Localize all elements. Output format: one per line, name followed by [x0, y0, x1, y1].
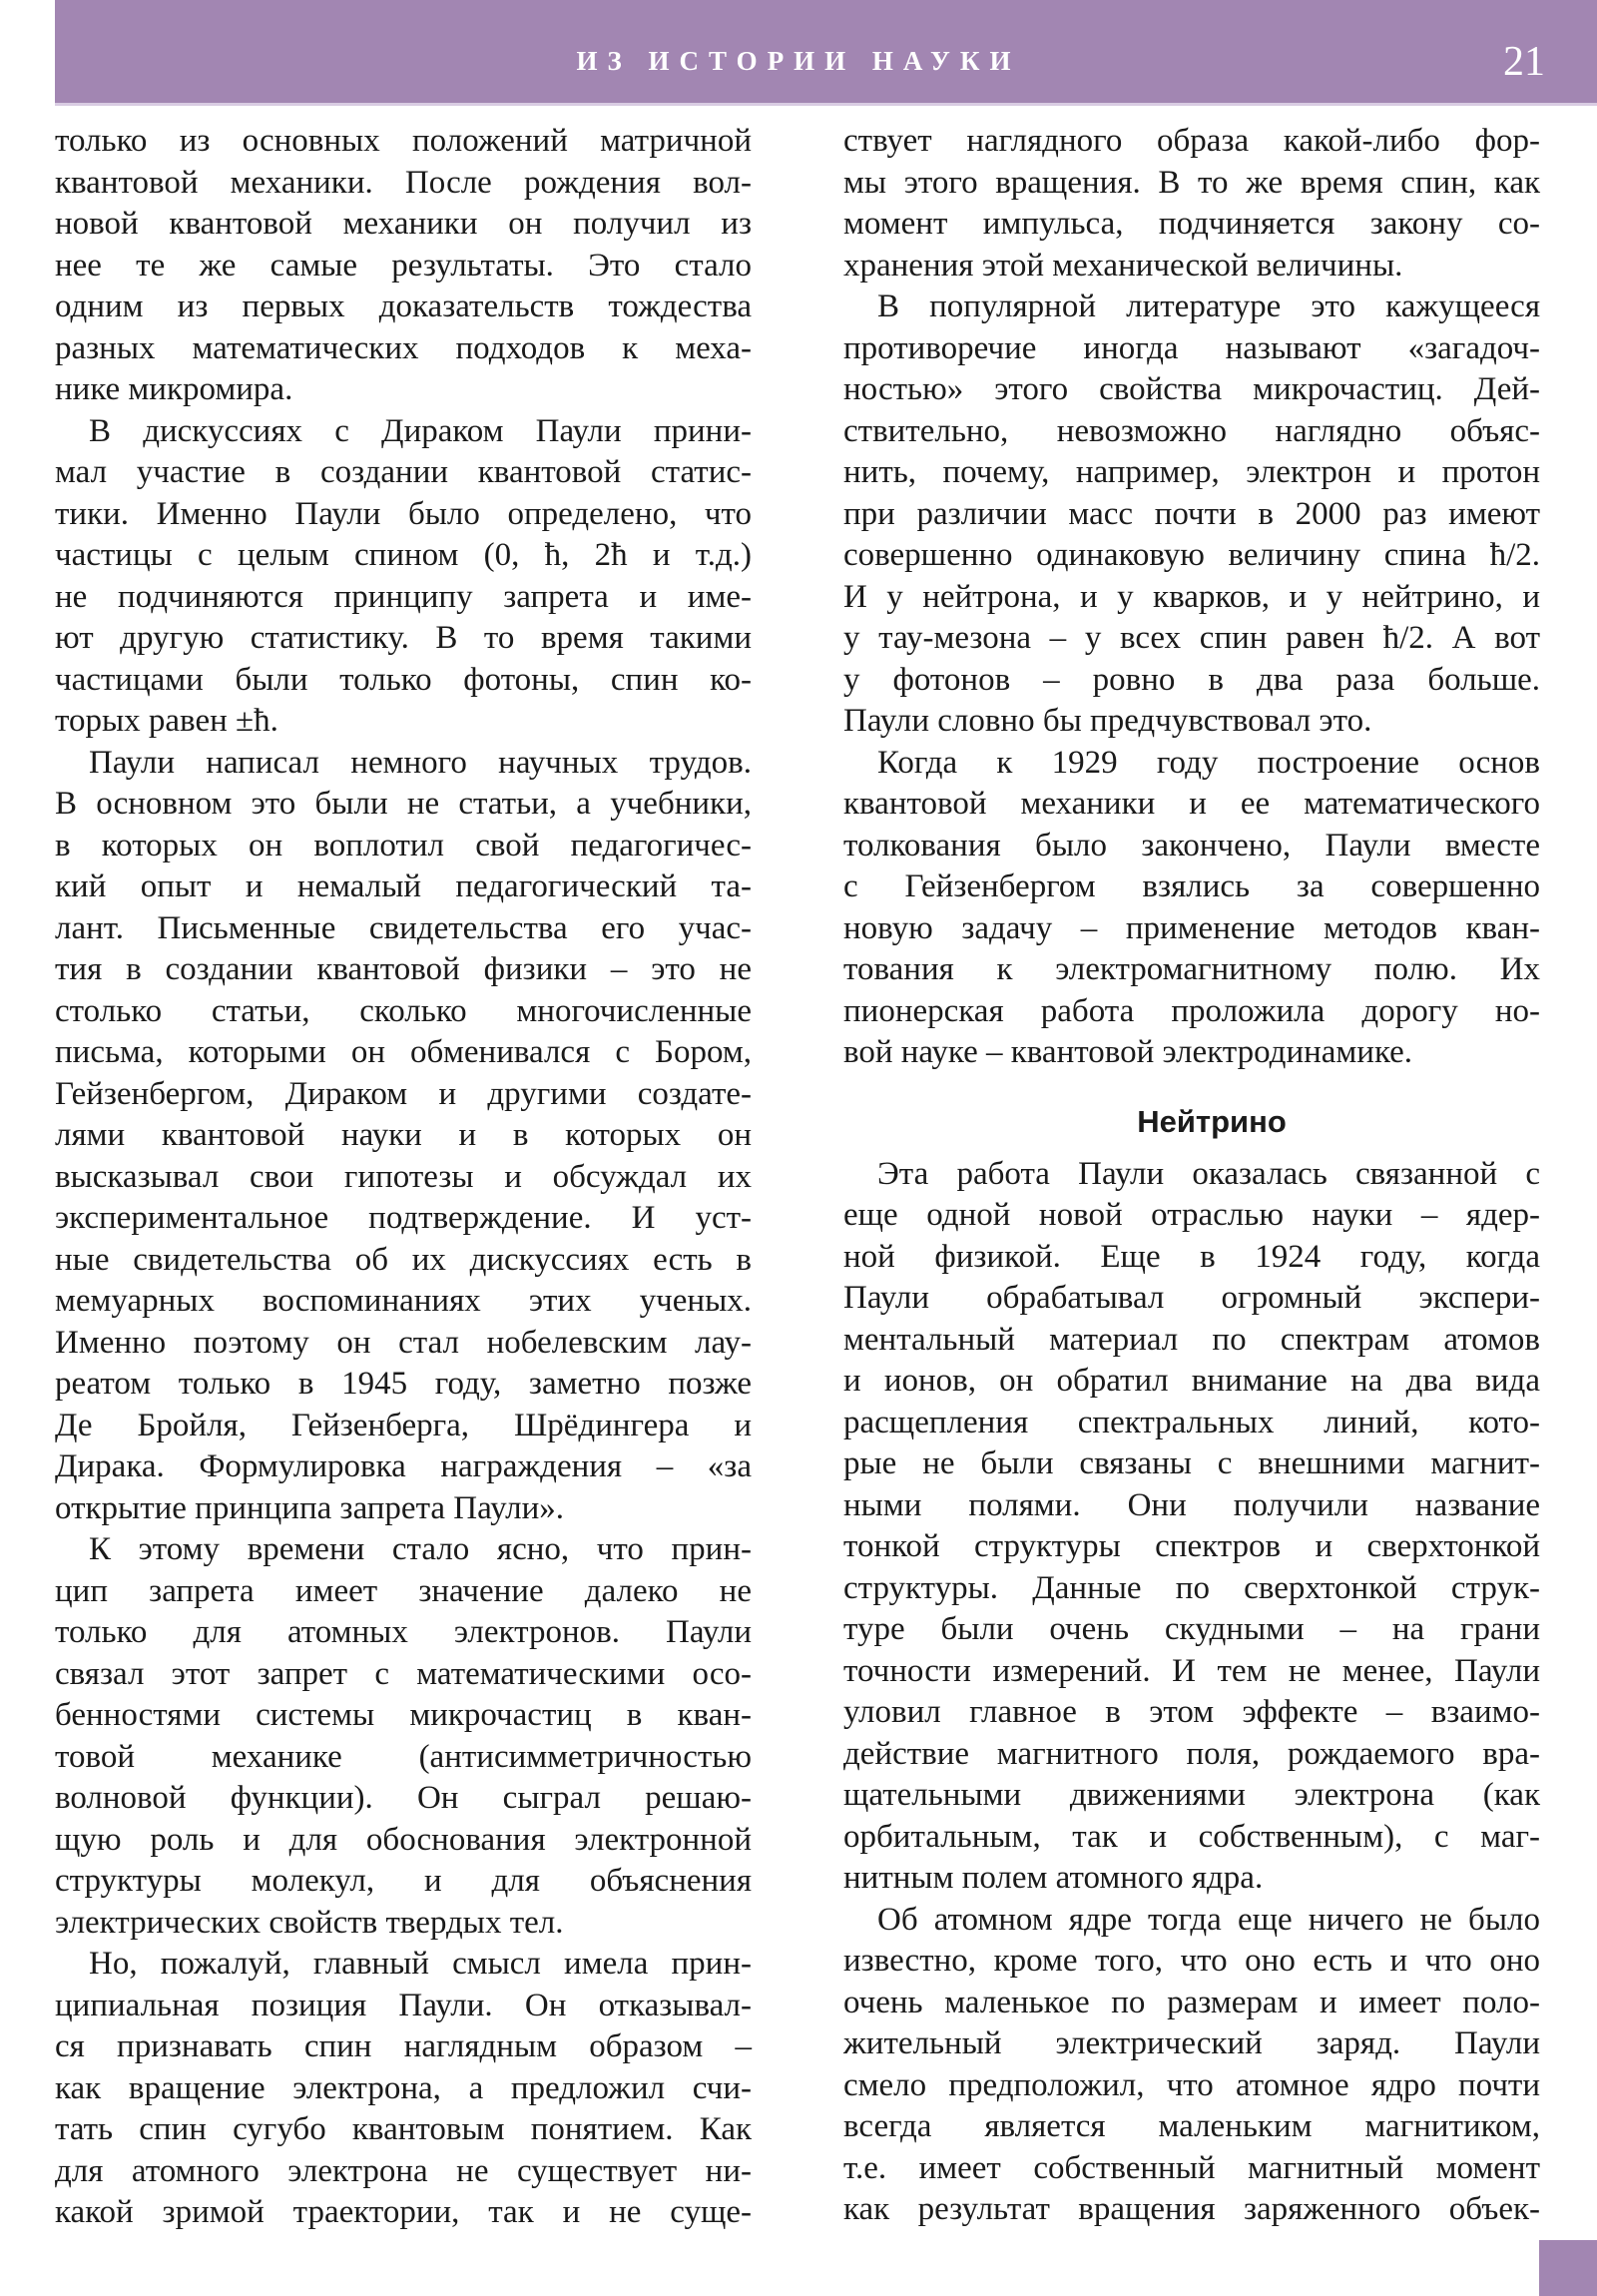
- text-line: нитным полем атомного ядра.: [843, 1860, 1264, 1896]
- text-line: Де Бройля, Гейзенберга, Шрёдингера и: [55, 1407, 752, 1443]
- paragraph: [55, 1944, 752, 2234]
- paragraph: [55, 411, 752, 743]
- text-line: совершенно одинаковую величину спина ħ/2.: [843, 537, 1540, 573]
- corner-marker: [1539, 2240, 1597, 2296]
- text-line: тия в создании квантовой физики – это не: [55, 951, 752, 987]
- text-line: только для атомных электронов. Паули: [55, 1614, 752, 1650]
- text-line: рые не были связаны с внешними магнит-: [843, 1445, 1540, 1481]
- text-line: Паули обрабатывал огромный экспери-: [843, 1280, 1540, 1316]
- paragraph: [843, 287, 1540, 743]
- text-line: мал участие в создании квантовой статис-: [55, 454, 752, 490]
- text-line: тования к электромагнитному полю. Их: [843, 951, 1540, 987]
- text-line: очень маленькое по размерам и имеет поло-: [843, 1984, 1540, 2020]
- text-line: В популярной литературе это кажущееся: [877, 288, 1540, 324]
- text-line: частицы с целым спином (0, ħ, 2ħ и т.д.): [55, 537, 752, 573]
- text-line: цип запрета имеет значение далеко не: [55, 1572, 752, 1609]
- paragraph: [843, 1900, 1540, 2231]
- text-line: в которых он воплотил свой педагогичес-: [55, 827, 752, 863]
- text-line: всегда является маленьким магнитиком,: [843, 2108, 1540, 2144]
- text-line: не подчиняются принципу запрета и име-: [55, 578, 752, 615]
- section-title: ИЗ ИСТОРИИ НАУКИ: [576, 46, 1021, 76]
- text-line: Гейзенбергом, Дираком и другими создате-: [55, 1075, 752, 1112]
- text-line: толкования было закончено, Паули вместе: [843, 827, 1540, 863]
- text-line: экспериментальное подтверждение. И уст-: [55, 1200, 752, 1236]
- text-line: щательными движениями электрона (как: [843, 1777, 1540, 1813]
- text-line: письма, которыми он обменивался с Бором,: [55, 1034, 752, 1070]
- text-line: Эта работа Паули оказалась связанной с: [877, 1155, 1540, 1192]
- text-line: лант. Письменные свидетельства его учас-: [55, 909, 752, 946]
- paragraph: [843, 121, 1540, 287]
- text-line: ют другую статистику. В то время такими: [55, 620, 752, 656]
- text-line: товой механике (антисимметричностью: [55, 1738, 752, 1775]
- text-line: торых равен ±ħ.: [55, 703, 278, 739]
- text-line: для атомного электрона не существует ни-: [55, 2152, 752, 2189]
- text-line: тики. Именно Паули было определено, что: [55, 495, 752, 532]
- paragraph: [843, 1154, 1540, 1900]
- text-line: с Гейзенбергом взялись за совершенно: [843, 868, 1540, 904]
- text-line: ностью» этого свойства микрочастиц. Дей-: [843, 371, 1540, 407]
- text-line: кий опыт и немалый педагогический та-: [55, 868, 752, 904]
- text-line: и ионов, он обратил внимание на два вида: [843, 1363, 1540, 1399]
- text-line: мы этого вращения. В то же время спин, как: [843, 164, 1540, 201]
- text-line: Паули написал немного научных трудов.: [89, 744, 752, 781]
- text-line: волновой функции). Он сыграл решаю-: [55, 1780, 752, 1816]
- text-line: реатом только в 1945 году, заметно позже: [55, 1366, 752, 1402]
- text-line: нее те же самые результаты. Это стало: [55, 247, 752, 284]
- paragraph: [55, 1529, 752, 1944]
- text-line: ципиальная позиция Паули. Он отказывал-: [55, 1987, 752, 2023]
- text-line: действие магнитного поля, рождаемого вра-: [843, 1735, 1540, 1772]
- text-line: смело предположил, что атомное ядро почти: [843, 2066, 1540, 2103]
- text-line: ные свидетельства об их дискуссиях есть в: [55, 1241, 752, 1278]
- text-line: тать спин сугубо квантовым понятием. Как: [55, 2111, 752, 2147]
- text-line: новую задачу – применение методов кван-: [843, 909, 1540, 946]
- paragraph: [55, 121, 752, 411]
- text-line: Но, пожалуй, главный смысл имела прин-: [89, 1946, 752, 1982]
- text-line: электрических свойств твердых тел.: [55, 1904, 564, 1941]
- text-line: противоречие иногда называют «загадоч-: [843, 329, 1540, 366]
- text-line: высказывал свои гипотезы и обсуждал их: [55, 1158, 752, 1195]
- text-line: при различии масс почти в 2000 раз имеют: [843, 495, 1540, 532]
- page-number: 21: [1503, 39, 1545, 85]
- text-line: жительный электрический заряд. Паули: [843, 2025, 1540, 2061]
- text-line: ной физикой. Еще в 1924 году, когда: [843, 1238, 1540, 1275]
- text-line: как результат вращения заряженного объек-: [843, 2191, 1540, 2227]
- text-line: структуры молекул, и для объяснения: [55, 1863, 752, 1899]
- text-line: В дискуссиях с Дираком Паули прини-: [89, 412, 752, 449]
- text-line: В основном это были не статьи, а учебники,: [55, 786, 752, 822]
- text-line: у фотонов – ровно в два раза больше.: [843, 661, 1540, 698]
- running-header: [55, 0, 1597, 106]
- text-line: ствует наглядного образа какой-либо фор-: [843, 123, 1540, 159]
- text-line: мемуарных воспоминаниях этих ученых.: [55, 1283, 752, 1319]
- text-line: нике микромира.: [55, 371, 293, 407]
- text-line: Когда к 1929 году построение основ: [877, 744, 1540, 781]
- text-line: момент импульса, подчиняется закону со-: [843, 206, 1540, 242]
- text-line: квантовой механики. После рождения вол-: [55, 164, 752, 201]
- text-line: вой науке – квантовой электродинамике.: [843, 1034, 1413, 1070]
- text-line: бенностями системы микрочастиц в кван-: [55, 1697, 752, 1733]
- text-line: как вращение электрона, а предложил счи-: [55, 2069, 752, 2106]
- text-line: Паули словно бы предчувствовал это.: [843, 703, 1372, 739]
- text-line: ствительно, невозможно наглядно объяс-: [843, 412, 1540, 449]
- text-line: точности измерений. И тем не менее, Паули: [843, 1652, 1540, 1689]
- text-line: К этому времени стало ясно, что прин-: [89, 1531, 752, 1567]
- text-line: ся признавать спин наглядным образом –: [55, 2028, 752, 2064]
- text-line: нить, почему, например, электрон и протон: [843, 454, 1540, 490]
- right-column: [843, 121, 1540, 2231]
- text-line: открытие принципа запрета Паули».: [55, 1489, 565, 1526]
- text-line: тонкой структуры спектров и сверхтонкой: [843, 1528, 1540, 1564]
- text-line: пионерская работа проложила дорогу но-: [843, 992, 1540, 1029]
- text-line: уловил главное в этом эффекте – взаимо-: [843, 1694, 1540, 1730]
- text-line: связал этот запрет с математическими осо-: [55, 1655, 752, 1692]
- text-line: структуры. Данные по сверхтонкой струк-: [843, 1569, 1540, 1606]
- paragraph: [843, 743, 1540, 1074]
- text-line: известно, кроме того, что оно есть и что оно: [843, 1943, 1540, 1979]
- left-column: [55, 121, 752, 2234]
- text-line: новой квантовой механики он получил из: [55, 206, 752, 242]
- text-line: только из основных положений матричной: [55, 123, 752, 159]
- text-line: еще одной новой отраслью науки – ядер-: [843, 1197, 1540, 1233]
- text-line: частицами были только фотоны, спин ко-: [55, 661, 752, 698]
- text-line: одним из первых доказательств тождества: [55, 288, 752, 324]
- text-line: Об атомном ядре тогда еще ничего не было: [877, 1901, 1540, 1938]
- paragraph: [55, 743, 752, 1530]
- text-line: какой зримой траектории, так и не суще-: [55, 2194, 752, 2230]
- text-line: столько статьи, сколько многочисленные: [55, 992, 752, 1029]
- text-line: т.е. имеет собственный магнитный момент: [843, 2149, 1540, 2186]
- text-line: ментальный материал по спектрам атомов: [843, 1321, 1540, 1358]
- text-line: И у нейтрона, и у кварков, и у нейтрино, и: [843, 578, 1540, 615]
- section-heading: Нейтрино: [1137, 1103, 1287, 1139]
- text-line: квантовой механики и ее математического: [843, 786, 1540, 822]
- text-line: туре были очень скудными – на грани: [843, 1611, 1540, 1647]
- text-line: Дирака. Формулировка награждения – «за: [55, 1448, 752, 1484]
- text-line: ными полями. Они получили название: [843, 1486, 1540, 1523]
- text-line: расщепления спектральных линий, кото-: [843, 1404, 1540, 1440]
- text-line: Именно поэтому он стал нобелевским лау-: [55, 1324, 752, 1361]
- text-line: щую роль и для обоснования электронной: [55, 1821, 752, 1858]
- text-line: орбитальным, так и собственным), с маг-: [843, 1818, 1540, 1855]
- text-line: хранения этой механической величины.: [843, 247, 1403, 284]
- text-line: у тау-мезона – у всех спин равен ħ/2. А вот: [843, 620, 1540, 656]
- text-line: лями квантовой науки и в которых он: [55, 1117, 752, 1153]
- text-line: разных математических подходов к меха-: [55, 329, 752, 366]
